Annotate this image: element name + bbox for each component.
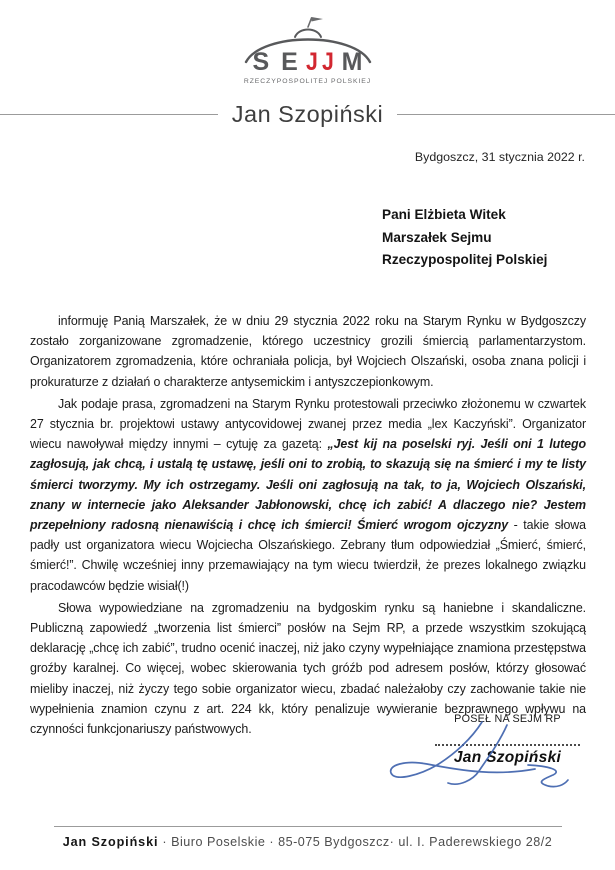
paragraph-segment: „Jest kij na poselski ryj. Jeśli oni 1 lutego zagłosują, jak chcą, i ustalą tę ustawę, jeśli oni to zrobią, to skazują się na śmierć i my te listy śmierci tworzymy. My ich ostrzegamy. Jeśli oni zagłosują na tak, to ja, Wojciech Olszański, znany w internecie jako Aleksander Jabłonowski, chcę ich zabić! A dlaczego nie? Jestem przepełniony radosną nienawiścią i chcę ich śmierci! Śmierć wrogom ojczyzny: [30, 437, 586, 533]
recipient-line: Pani Elżbieta Witek: [382, 207, 506, 222]
paragraph-segment: Słowa wypowiedziane na zgromadzeniu na bydgoskim rynku są haniebne i skandaliczne. Publiczną zapowiedź „tworzenia list śmierci” posłów na Sejm RP, a przede wszystkim szokującą deklarację „chcę ich zabić”, trudno ocenić inaczej, niż jako czyny wypełniające znamiona przestępstwa groźby karalnej. Co więcej, wobec skierowania tych gróźb pod adresem posłów, którzy głosować mieliby inaczej, niż życzy tego sobie organizator wiecu, zbadać należałoby czy zachowanie takie nie wypełnienia znamion czynu z art. 224 kk, który penalizuje wywieranie bezprawnego wpływu na czynności funkcjonariuszy państwowych.: [30, 600, 586, 737]
body-paragraph: [30, 311, 586, 392]
paragraph-segment: informuję Panią Marszałek, że w dniu 29 stycznia 2022 roku na Starym Rynku w Bydgoszczy zostało zorganizowane zgromadzenie, którego uczestnicy grozili śmiercią parlamentarzystom. Organizatorem zgromadzenia, które ochraniała policja, był Wojciech Olszański, osoba znana policji i prokuraturze z działań o charakterze antysemickim i antyszczepionkowym.: [30, 314, 586, 389]
signature-printed-name: Jan Szopiński: [453, 749, 562, 766]
footer-rule: [54, 826, 562, 827]
footer-address-rest: · Biuro Poselskie · 85-075 Bydgoszcz· ul. I. Paderewskiego 28/2: [158, 835, 553, 849]
signature-title: POSEŁ NA SEJM RP: [454, 713, 561, 725]
logo-letter: M: [341, 48, 363, 76]
footer-sender-name: Jan Szopiński: [62, 835, 159, 849]
sejm-logo: [228, 16, 388, 85]
sender-name: Jan Szopiński: [231, 101, 384, 127]
logo-subtitle: RZECZYPOSPOLITEJ POLSKIEJ: [243, 78, 372, 85]
letterhead-name-band: [0, 101, 615, 128]
recipient-block: [382, 204, 547, 272]
letterhead-rule-left: [0, 114, 218, 115]
logo-letter-red-j: J: [305, 48, 318, 76]
paragraph-segment: Jak podaje prasa, zgromadzeni na Starym Rynku protestowali przeciwko złożonemu w czwartek 27 stycznia br. projektowi ustawy antycovidowej zwanej przez media „lex Kaczyński”. Organizator wiecu nawoływał między innymi – cytuję za gazetą:: [30, 396, 586, 452]
paragraph-segment: - takie słowa padły ust organizatora wiecu Wojciecha Olszańskiego. Zebrany tłum odpowiedział „Śmierć, śmierć, śmierć!”. Chwilę wcześniej inny przemawiający na tym wiecu twierdził, że prezes lokalnego związku pracodawców będzie wisiał(!): [30, 518, 586, 593]
recipient-line: Rzeczypospolitej Polskiej: [382, 252, 548, 267]
logo-letter: E: [281, 48, 298, 76]
place-and-date: Bydgoszcz, 31 stycznia 2022 r.: [414, 150, 585, 164]
footer-address-line: [0, 835, 615, 849]
recipient-line: Marszałek Sejmu: [382, 229, 492, 245]
logo-letter: S: [252, 48, 270, 76]
letterhead-rule-right: [397, 114, 615, 115]
logo-letter-red-j: J: [321, 48, 334, 76]
signature-dotted-line: [435, 744, 580, 746]
letter-body: [30, 311, 586, 741]
signature-block: [385, 706, 590, 811]
body-paragraph: [30, 394, 586, 596]
footer: [0, 826, 615, 849]
